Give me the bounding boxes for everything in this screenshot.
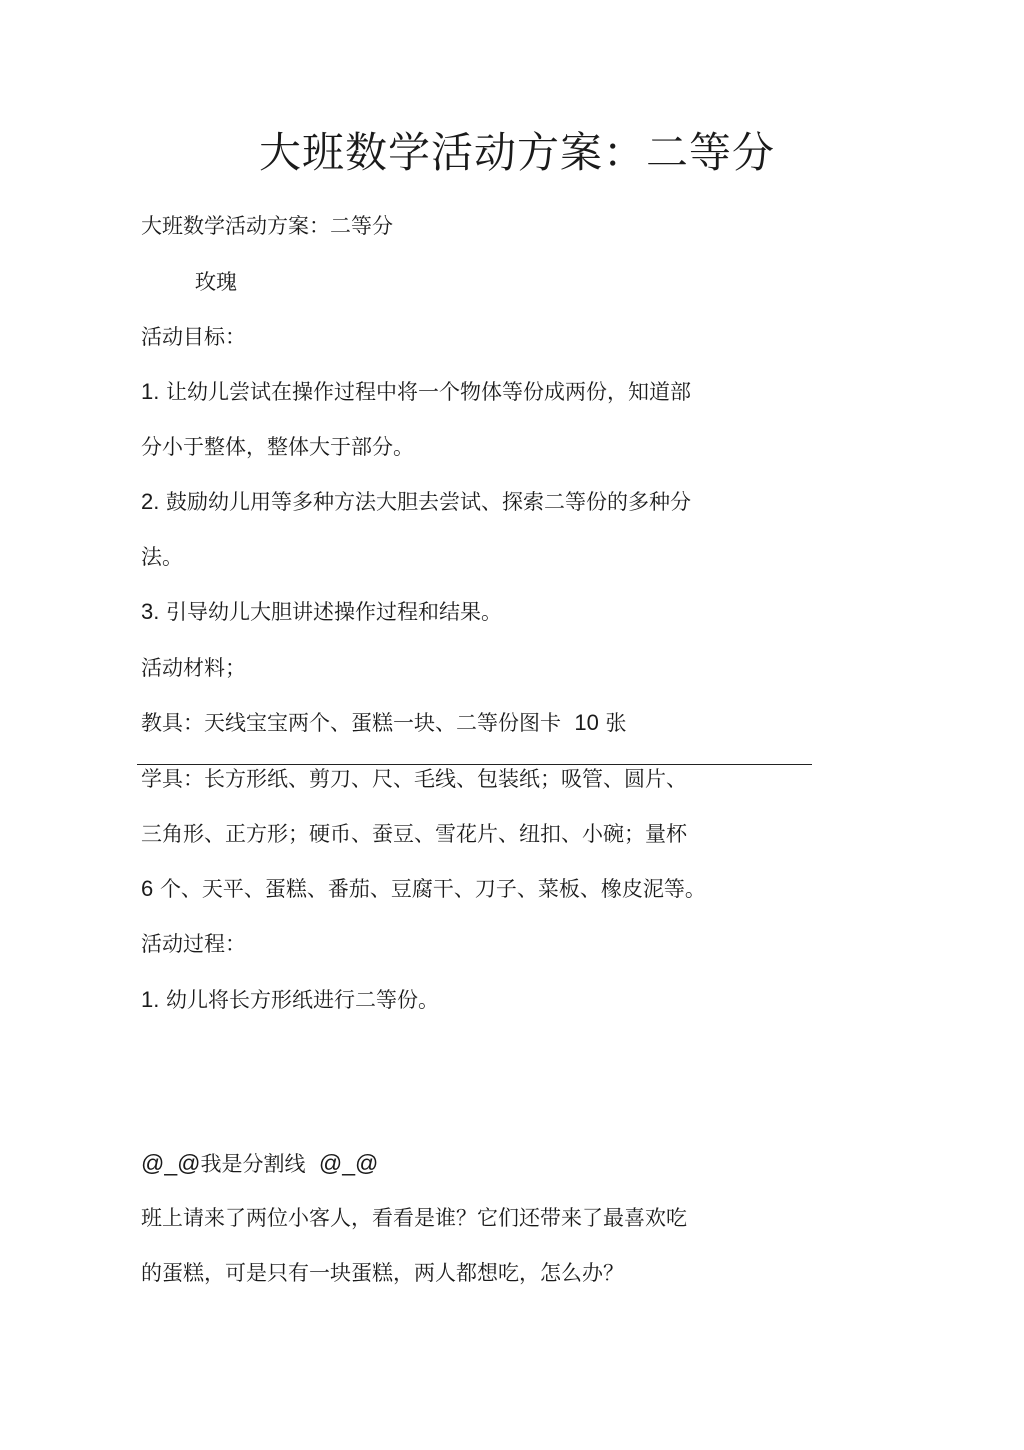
goal-item-1 bbox=[141, 377, 691, 407]
author: 玫瑰 bbox=[195, 270, 237, 294]
process-heading: 活动过程： bbox=[141, 932, 246, 956]
goal-item-2-number: 2. bbox=[141, 489, 160, 514]
goal-item-3-text: 引导幼儿大胆讲述操作过程和结果。 bbox=[166, 600, 503, 624]
teacher-tools-unit: 张 bbox=[605, 711, 627, 735]
student-tools-count: 6 bbox=[141, 876, 154, 901]
goal-item-2-text: 鼓励幼儿用等多种方法大胆去尝试、探索二等份的多种分 bbox=[166, 490, 692, 514]
goal-item-1-text: 让幼儿尝试在操作过程中将一个物体等份成两份，知道部 bbox=[166, 380, 692, 404]
process-item-1-number: 1. bbox=[141, 987, 160, 1012]
teacher-tools-count: 10 bbox=[574, 710, 599, 735]
goal-item-1-number: 1. bbox=[141, 379, 160, 404]
teacher-tools-text: 教具：天线宝宝两个、蛋糕一块、二等份图卡 bbox=[141, 711, 561, 735]
separator-left: @_@ bbox=[141, 1150, 201, 1176]
goal-item-3-number: 3. bbox=[141, 599, 160, 624]
story-line-2: 的蛋糕，可是只有一块蛋糕，两人都想吃，怎么办？ bbox=[141, 1261, 624, 1285]
separator-line bbox=[141, 1148, 378, 1179]
goal-item-1-continued: 分小于整体，整体大于部分。 bbox=[141, 435, 414, 459]
goal-item-2 bbox=[141, 487, 691, 517]
materials-heading: 活动材料； bbox=[141, 656, 246, 680]
student-tools-line-3 bbox=[141, 874, 706, 904]
goals-heading: 活动目标： bbox=[141, 325, 246, 349]
process-item-1 bbox=[141, 985, 439, 1015]
student-tools-line-2: 三角形、正方形；硬币、蚕豆、雪花片、纽扣、小碗；量杯 bbox=[141, 822, 687, 846]
teacher-tools bbox=[141, 708, 627, 738]
separator-text: 我是分割线 bbox=[200, 1152, 306, 1176]
subtitle: 大班数学活动方案：二等分 bbox=[141, 214, 393, 238]
goal-item-2-continued: 法。 bbox=[141, 545, 183, 569]
separator-right: @_@ bbox=[318, 1150, 379, 1176]
goal-item-3 bbox=[141, 597, 502, 627]
process-item-1-text: 幼儿将长方形纸进行二等份。 bbox=[166, 988, 440, 1012]
document-title: 大班数学活动方案：二等分 bbox=[258, 128, 775, 177]
student-tools-line-1: 学具：长方形纸、剪刀、尺、毛线、包装纸；吸管、圆片、 bbox=[141, 767, 687, 791]
student-tools-line-3-text: 个、天平、蛋糕、番茄、豆腐干、刀子、菜板、橡皮泥等。 bbox=[159, 877, 706, 901]
story-line-1: 班上请来了两位小客人，看看是谁？它们还带来了最喜欢吃 bbox=[141, 1206, 687, 1230]
